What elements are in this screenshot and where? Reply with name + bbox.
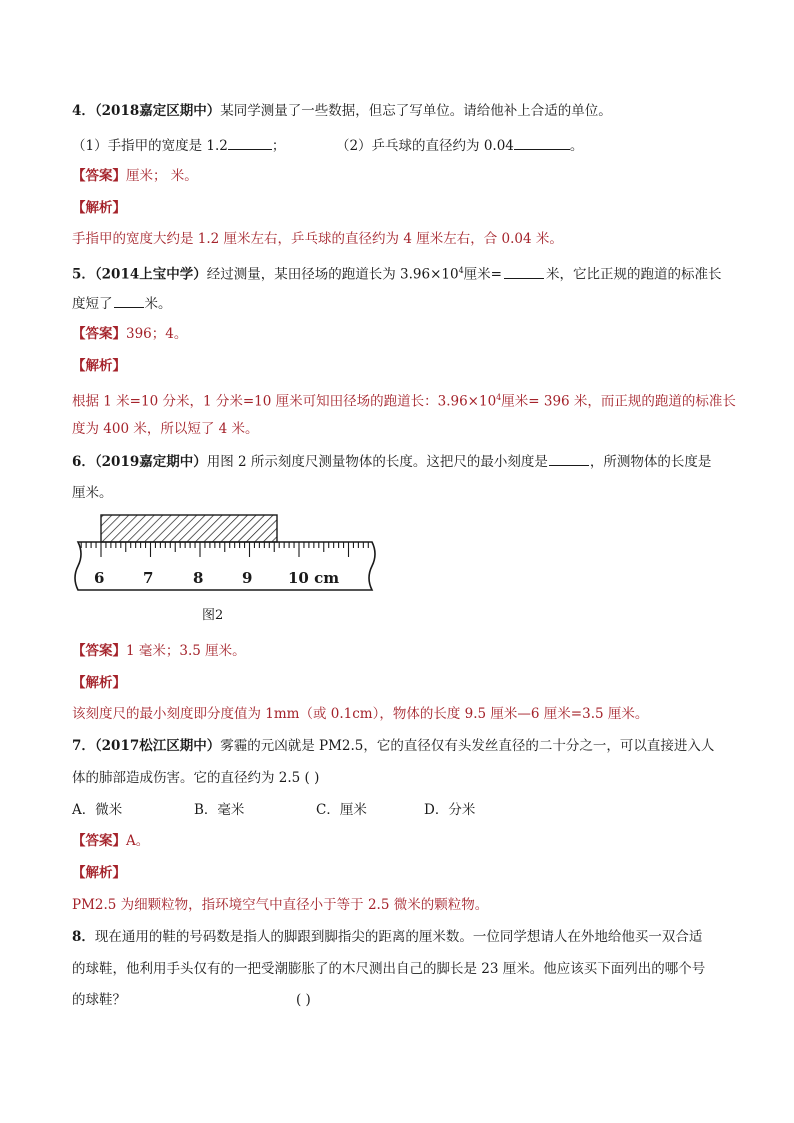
q6-stem-1: 6．（2019嘉定期中）用图 2 所示刻度尺测量物体的长度。这把尺的最小刻度是 ，所测物体的长度是 <box>72 451 711 472</box>
ruler-label-10: 10 cm <box>288 569 340 587</box>
ruler-label-9: 9 <box>242 569 253 587</box>
q7-stem-2: 体的肺部造成伤害。它的直径约为 2.5 ( ) <box>72 770 320 786</box>
q6-stem-2: 厘米。 <box>72 485 113 501</box>
ruler-label-6: 6 <box>94 569 105 587</box>
q5-explanation-1: 根据 1 米=10 分米，1 分米=10 厘米可知田径场的跑道长：$3.96\times 10^4$厘米= 396 米，而正规的跑道的标准长 <box>72 393 736 410</box>
q5-blank-2 <box>114 293 144 308</box>
q7-answer: 【答案】A。 <box>72 833 150 849</box>
measured-object <box>101 515 277 542</box>
q4-parts: （1）手指甲的宽度是 1.2 ； （2）乒乓球的直径约为 0.04 。 <box>72 135 583 156</box>
ruler-figure <box>72 512 382 596</box>
q6-explain-tag: 【解析】 <box>72 675 126 691</box>
q7-option-a: A．微米 <box>72 802 123 818</box>
q8-stem-2: 的球鞋，他利用手头仅有的一把受潮膨胀了的木尺测出自己的脚长是 23 厘米。他应该买下面列出的哪个号 <box>72 961 706 977</box>
q8-stem-1: 8．现在通用的鞋的号码数是指人的脚跟到脚指尖的距离的厘米数。一位同学想请人在外地给他买一双合适 <box>72 929 703 945</box>
q4-answer: 【答案】厘米； 米。 <box>72 168 198 184</box>
q4-blank-2 <box>514 135 570 150</box>
q5-explanation-2: 度为 400 米，所以短了 4 米。 <box>72 421 259 437</box>
figure-caption: 图2 <box>202 608 224 623</box>
q5-stem-1: 5．（2014上宝中学）经过测量，某田径场的跑道长为 $3.96\times 10^4$厘米= 米，它比正规的跑道的标准长 <box>72 261 721 285</box>
q6-answer: 【答案】1 毫米；3.5 厘米。 <box>72 643 246 659</box>
q7-options <box>72 800 475 820</box>
q7-explain-tag: 【解析】 <box>72 865 126 881</box>
q6-explanation: 该刻度尺的最小刻度即分度值为 1mm（或 0.1cm），物体的长度 9.5 厘米—6 厘米=3.5 厘米。 <box>72 706 649 722</box>
q4-blank-1 <box>228 135 272 150</box>
q4-explanation: 手指甲的宽度大约是 1.2 厘米左右，乒乓球的直径约为 4 厘米左右，合 0.04 米。 <box>72 231 563 247</box>
ruler-label-8: 8 <box>193 569 204 587</box>
q8-stem-3: 的球鞋？ ( ) <box>72 992 311 1008</box>
q4-explain-tag: 【解析】 <box>72 200 126 216</box>
q5-explain-tag: 【解析】 <box>72 358 126 374</box>
q7-option-d: D．分米 <box>424 802 476 818</box>
q5-blank-1 <box>504 264 544 279</box>
q7-option-b: B．毫米 <box>194 802 245 818</box>
q4-stem: 4．（2018嘉定区期中）某同学测量了一些数据，但忘了写单位。请给他补上合适的单位。 <box>72 103 612 119</box>
ruler-ticks <box>81 542 368 557</box>
q7-option-c: C．厘米 <box>316 802 367 818</box>
q5-answer: 【答案】396；4。 <box>72 326 188 342</box>
q5-stem-2: 度短了 米。 <box>72 293 172 314</box>
ruler-label-7: 7 <box>143 569 154 587</box>
q6-blank-1 <box>549 451 589 466</box>
q7-explanation: PM2.5 为细颗粒物，指环境空气中直径小于等于 2.5 微米的颗粒物。 <box>72 897 489 913</box>
q7-stem-1: 7．（2017松江区期中）雾霾的元凶就是 PM2.5，它的直径仅有头发丝直径的二十分之一，可以直接进入人 <box>72 738 715 754</box>
